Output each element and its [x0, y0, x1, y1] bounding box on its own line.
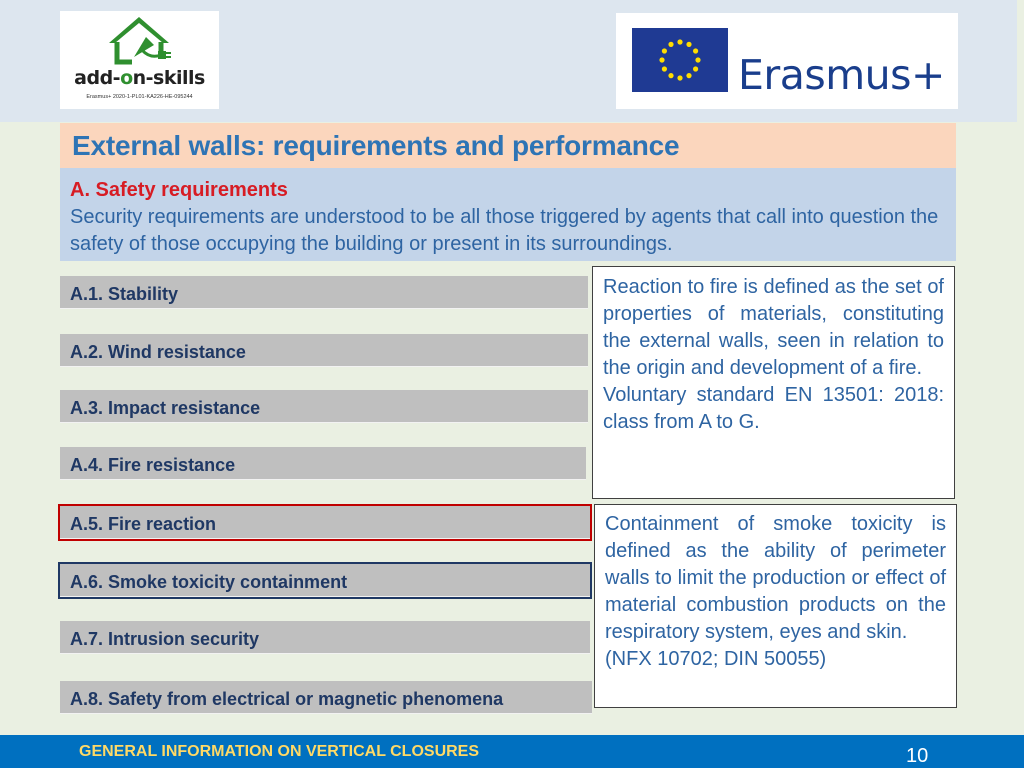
fire-reaction-standard: Voluntary standard EN 13501: 2018: class from A to G. [603, 384, 944, 433]
section-heading: A. Safety requirements [70, 179, 288, 201]
logo-project-code: Erasmus+ 2020-1-PL01-KA226-HE-095244 [86, 94, 193, 100]
logo-wordmark: add-on-skills [74, 67, 205, 89]
smoke-toxicity-definition [594, 504, 957, 708]
intro-section [60, 168, 956, 261]
requirement-smoke-toxicity[interactable]: A.6. Smoke toxicity containment [60, 564, 590, 597]
slide-title: External walls: requirements and performance [60, 123, 956, 168]
footer-bar [0, 735, 1024, 768]
house-plug-icon [106, 15, 172, 67]
erasmus-plus-logo [616, 13, 958, 109]
requirement-fire-reaction[interactable]: A.5. Fire reaction [60, 506, 590, 539]
footer-section-label: GENERAL INFORMATION ON VERTICAL CLOSURES [79, 743, 480, 760]
eu-flag-icon [632, 28, 728, 92]
requirement-intrusion-security[interactable]: A.7. Intrusion security [60, 621, 590, 654]
smoke-toxicity-standard: (NFX 10702; DIN 50055) [605, 648, 827, 670]
add-on-skills-logo [60, 11, 219, 109]
requirement-stability[interactable]: A.1. Stability [60, 276, 588, 309]
fire-reaction-definition [592, 266, 955, 499]
erasmus-wordmark: Erasmus+ [738, 51, 945, 99]
page-number: 10 [906, 745, 929, 767]
requirement-fire-resistance[interactable]: A.4. Fire resistance [60, 447, 586, 480]
requirement-wind-resistance[interactable]: A.2. Wind resistance [60, 334, 588, 367]
smoke-toxicity-text: Containment of smoke toxicity is defined as the ability of perimeter walls to limit the production or effect of material combustion products on the respiratory system, eyes and skin. [605, 513, 946, 643]
fire-reaction-text: Reaction to fire is defined as the set of properties of materials, constituting the external walls, seen in relation to the origin and development of a fire. [603, 276, 944, 379]
requirement-electrical-magnetic-safety[interactable]: A.8. Safety from electrical or magnetic phenomena [60, 681, 592, 714]
section-description: Security requirements are understood to be all those triggered by agents that call into question the safety of those occupying the building or present in its surroundings. [70, 206, 939, 255]
requirement-impact-resistance[interactable]: A.3. Impact resistance [60, 390, 588, 423]
